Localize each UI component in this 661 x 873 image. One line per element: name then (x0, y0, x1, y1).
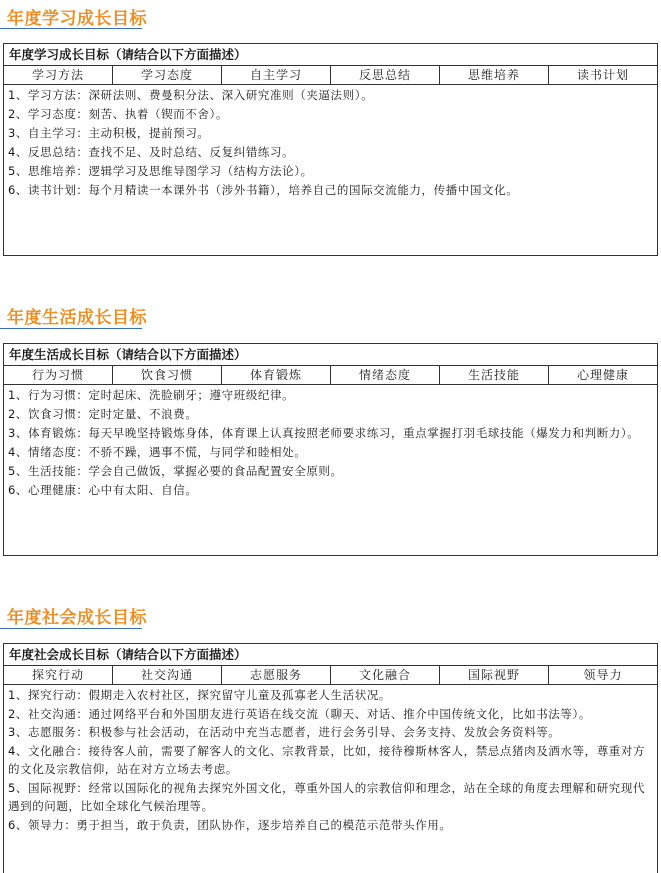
goal-line: 5、生活技能：学会自己做饭，掌握必要的食品配置安全原则。 (8, 464, 343, 478)
title-underline (0, 328, 142, 329)
goal-line: 2、社交沟通：通过网络平台和外国朋友进行英语在线交流（聊天、对话、推介中国传统文化，比如书法等）。 (8, 706, 591, 721)
goal-line: 4、情绪态度：不骄不躁，遇事不慌，与同学和睦相处。 (8, 445, 307, 459)
goal-line: 6、领导力：勇于担当，敢于负责，团队协作，逐步培养自己的模范示范带头作用。 (8, 817, 452, 832)
section-title: 年度生活成长目标 (7, 308, 147, 328)
aspect-cell: 心理健康 (576, 368, 629, 382)
goal-lines (4, 385, 657, 500)
aspect-cell: 行为习惯 (4, 366, 113, 384)
aspect-cell: 思维培养 (440, 66, 549, 84)
goal-lines (4, 685, 657, 834)
goal-line: 4、反思总结：查找不足、及时总结、反复纠错练习。 (8, 145, 295, 159)
aspect-cell: 情绪态度 (331, 366, 440, 384)
aspect-cell: 自主学习 (222, 66, 331, 84)
aspect-cell: 饮食习惯 (113, 366, 222, 384)
goal-line: 2、饮食习惯：定时定量、不浪费。 (8, 407, 198, 421)
aspect-cell: 文化融合 (331, 666, 440, 684)
goal-line: 5、思维培养：逻辑学习及思维导图学习（结构方法论）。 (8, 164, 313, 178)
goal-line: 4、文化融合：接待客人前，需要了解客人的文化、宗教背景，比如，接待穆斯林客人，禁忌点猪肉及酒水等，尊重对方的文化及宗教信仰，站在对方立场去考虑。 (8, 743, 646, 776)
goal-table (3, 43, 658, 256)
aspect-cell: 生活技能 (440, 366, 549, 384)
section-title: 年度学习成长目标 (7, 9, 147, 29)
aspect-row (4, 666, 657, 685)
goal-line: 6、心理健康：心中有太阳、自信。 (8, 483, 198, 497)
goal-line: 6、读书计划：每个月精读一本课外书（涉外书籍），培养自己的国际交流能力，传播中国文化。 (8, 183, 519, 197)
section-title: 年度社会成长目标 (7, 608, 147, 628)
goal-table (3, 643, 658, 873)
aspect-cell: 领导力 (583, 668, 623, 682)
goal-table (3, 343, 658, 556)
aspect-cell: 探究行动 (4, 666, 113, 684)
aspect-cell: 读书计划 (576, 68, 629, 82)
table-header: 年度社会成长目标（请结合以下方面描述） (4, 644, 657, 666)
title-underline (0, 628, 142, 629)
goal-line: 1、探究行动：假期走入农村社区，探究留守儿童及孤寡老人生活状况。 (8, 688, 392, 702)
goal-line: 3、志愿服务：积极参与社会活动，在活动中充当志愿者，进行会务引导、会务支持、发放会务资料等。 (8, 725, 561, 739)
goal-line: 1、学习方法：深研法则、费曼积分法、深入研究准则（夹逼法则）。 (8, 88, 374, 102)
goal-line: 1、行为习惯：定时起床、洗脸刷牙；遵守班级纪律。 (8, 388, 295, 402)
aspect-cell: 反思总结 (331, 66, 440, 84)
table-header: 年度学习成长目标（请结合以下方面描述） (4, 44, 657, 66)
aspect-row (4, 66, 657, 85)
goal-line: 5、国际视野：经常以国际化的视角去探究外国文化，尊重外国人的宗教信仰和理念，站在全球的角度去理解和研究现代遇到的问题，比如全球化气候治理等。 (8, 780, 646, 813)
aspect-cell: 学习方法 (4, 66, 113, 84)
goal-line: 3、体育锻炼：每天早晚坚持锻炼身体，体育课上认真按照老师要求练习，重点掌握打羽毛球技能（爆发力和判断力）。 (8, 426, 640, 440)
aspect-cell: 国际视野 (440, 666, 549, 684)
goal-line: 2、学习态度：刻苦、执着（锲而不舍）。 (8, 107, 228, 121)
aspect-cell: 志愿服务 (222, 666, 331, 684)
goal-line: 3、自主学习：主动积极，提前预习。 (8, 126, 210, 140)
aspect-row (4, 366, 657, 385)
table-header: 年度生活成长目标（请结合以下方面描述） (4, 344, 657, 366)
goal-lines (4, 85, 657, 200)
title-underline (0, 28, 142, 29)
aspect-cell: 体育锻炼 (222, 366, 331, 384)
aspect-cell: 社交沟通 (113, 666, 222, 684)
aspect-cell: 学习态度 (113, 66, 222, 84)
